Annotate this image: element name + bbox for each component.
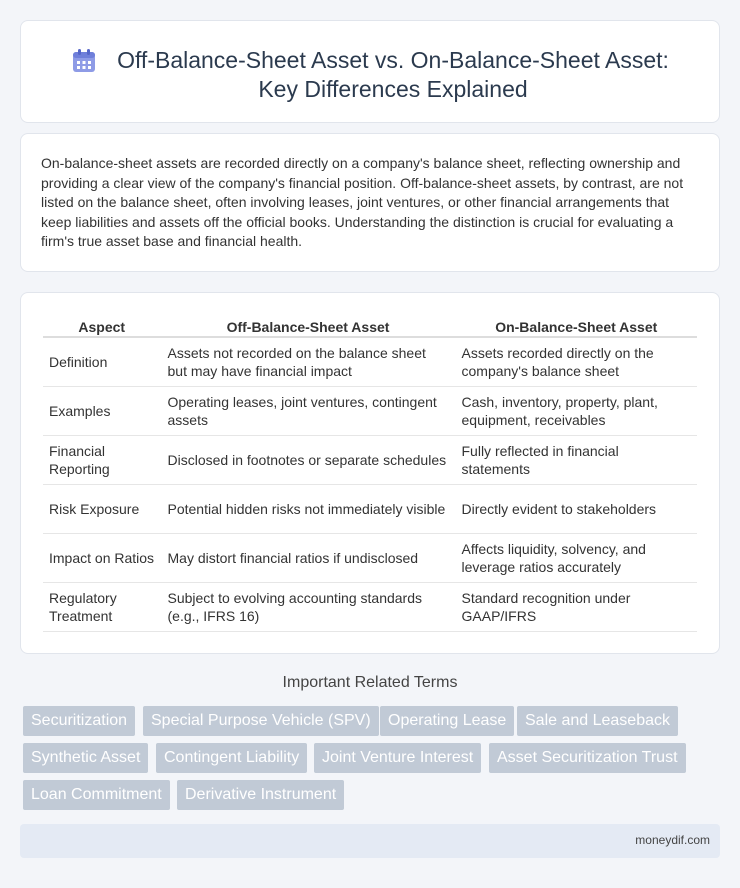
table-row xyxy=(43,582,697,631)
footer-site[interactable]: moneydif.com xyxy=(635,833,710,847)
table-header-row xyxy=(43,315,697,337)
row-off-balance: Disclosed in footnotes or separate schedules xyxy=(161,435,455,484)
row-aspect: Impact on Ratios xyxy=(43,533,161,582)
header-on-balance: On-Balance-Sheet Asset xyxy=(455,315,697,337)
table-row xyxy=(43,484,697,533)
page-title xyxy=(117,46,669,104)
page-title-line1: Off-Balance-Sheet Asset vs. On-Balance-Sheet Asset: xyxy=(117,47,669,73)
row-aspect: Financial Reporting xyxy=(43,435,161,484)
intro-card xyxy=(20,133,720,272)
header-aspect: Aspect xyxy=(43,315,161,337)
term-tag[interactable]: Loan Commitment xyxy=(23,780,170,810)
row-aspect: Examples xyxy=(43,386,161,435)
row-on-balance: Standard recognition under GAAP/IFRS xyxy=(455,582,697,631)
page-title-line2: Key Differences Explained xyxy=(258,76,528,102)
term-tag[interactable]: Special Purpose Vehicle (SPV) xyxy=(143,706,379,736)
row-on-balance: Assets recorded directly on the company's balance sheet xyxy=(455,337,697,386)
table-row xyxy=(43,533,697,582)
term-tag[interactable]: Synthetic Asset xyxy=(23,743,148,773)
row-on-balance: Directly evident to stakeholders xyxy=(455,484,697,533)
table-row xyxy=(43,337,697,386)
table-row xyxy=(43,435,697,484)
term-tag[interactable]: Operating Lease xyxy=(380,706,514,736)
row-on-balance: Affects liquidity, solvency, and leverage ratios accurately xyxy=(455,533,697,582)
row-aspect: Risk Exposure xyxy=(43,484,161,533)
row-off-balance: May distort financial ratios if undisclosed xyxy=(161,533,455,582)
row-off-balance: Potential hidden risks not immediately visible xyxy=(161,484,455,533)
header-off-balance: Off-Balance-Sheet Asset xyxy=(161,315,455,337)
footer xyxy=(20,824,720,858)
term-tag[interactable]: Sale and Leaseback xyxy=(517,706,678,736)
comparison-table xyxy=(43,315,697,632)
intro-paragraph: On-balance-sheet assets are recorded directly on a company's balance sheet, reflecting ownership and providing a clear view of the company's financial position. Off-balance-sheet assets, by contrast, are not listed on the balance sheet, often involving leases, joint ventures, or other financial arrangements that keep liabilities and assets off the official books. Understanding the distinction is crucial for evaluating a firm's true asset base and financial health. xyxy=(41,155,684,249)
row-on-balance: Cash, inventory, property, plant, equipment, receivables xyxy=(455,386,697,435)
term-tag[interactable]: Joint Venture Interest xyxy=(314,743,481,773)
title-card xyxy=(20,20,720,123)
table-row xyxy=(43,386,697,435)
term-tag[interactable]: Derivative Instrument xyxy=(177,780,344,810)
row-aspect: Regulatory Treatment xyxy=(43,582,161,631)
row-off-balance: Assets not recorded on the balance sheet but may have financial impact xyxy=(161,337,455,386)
row-on-balance: Fully reflected in financial statements xyxy=(455,435,697,484)
row-aspect: Definition xyxy=(43,337,161,386)
term-tag[interactable]: Asset Securitization Trust xyxy=(489,743,686,773)
row-off-balance: Subject to evolving accounting standards (e.g., IFRS 16) xyxy=(161,582,455,631)
term-tag[interactable]: Contingent Liability xyxy=(156,743,307,773)
row-off-balance: Operating leases, joint ventures, contingent assets xyxy=(161,386,455,435)
related-terms-title: Important Related Terms xyxy=(282,674,458,691)
comparison-card xyxy=(20,292,720,654)
term-tag[interactable]: Securitization xyxy=(23,706,135,736)
calendar-icon xyxy=(71,48,97,74)
